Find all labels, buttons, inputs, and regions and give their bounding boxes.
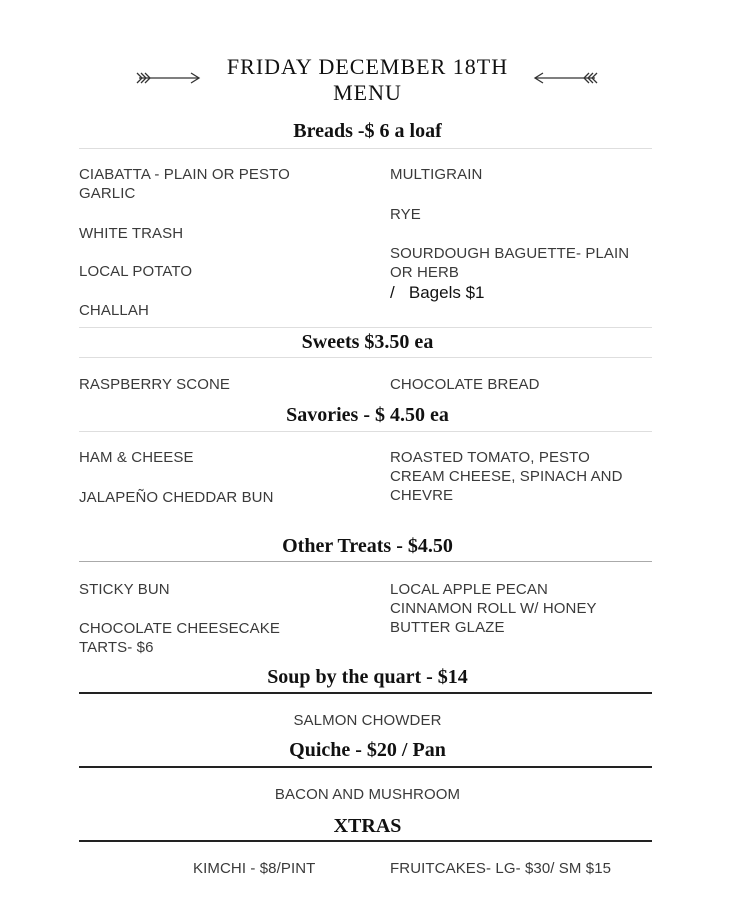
page-title: FRIDAY DECEMBER 18TH bbox=[226, 54, 509, 79]
list-item: CIABATTA - PLAIN OR PESTO GARLIC bbox=[79, 166, 290, 202]
list-item: JALAPEÑO CHEDDAR BUN bbox=[79, 489, 274, 506]
section-heading-breads: Breads -$ 6 a loaf bbox=[293, 120, 442, 142]
divider bbox=[79, 148, 652, 149]
list-item: MULTIGRAIN bbox=[390, 166, 483, 183]
divider bbox=[79, 766, 652, 768]
list-item: LOCAL APPLE PECAN CINNAMON ROLL W/ HONEY BUTTER GLAZE bbox=[390, 581, 597, 636]
section-heading-xtras: XTRAS bbox=[333, 815, 402, 837]
page-subtitle: MENU bbox=[333, 80, 402, 105]
divider bbox=[79, 357, 652, 358]
list-item: RYE bbox=[390, 206, 421, 223]
list-item: CHALLAH bbox=[79, 302, 149, 319]
list-item: RASPBERRY SCONE bbox=[79, 376, 230, 393]
divider bbox=[79, 561, 652, 562]
list-item: KIMCHI - $8/PINT bbox=[193, 860, 316, 877]
list-item: LOCAL POTATO bbox=[79, 263, 193, 280]
section-heading-savories: Savories - $ 4.50 ea bbox=[286, 404, 449, 426]
divider bbox=[79, 327, 652, 328]
list-item: CHOCOLATE BREAD bbox=[390, 376, 540, 393]
list-item: CHOCOLATE CHEESECAKE TARTS- $6 bbox=[79, 620, 280, 656]
list-item: HAM & CHEESE bbox=[79, 449, 194, 466]
divider bbox=[79, 431, 652, 432]
section-heading-soup: Soup by the quart - $14 bbox=[267, 666, 468, 688]
bagels-note: / Bagels $1 bbox=[390, 283, 485, 302]
list-item: SALMON CHOWDER bbox=[293, 712, 442, 729]
list-item: ROASTED TOMATO, PESTO CREAM CHEESE, SPINACH AND CHEVRE bbox=[390, 449, 623, 504]
section-heading-sweets: Sweets $3.50 ea bbox=[301, 331, 434, 353]
divider bbox=[79, 840, 652, 842]
list-item: SOURDOUGH BAGUETTE- PLAIN OR HERB bbox=[390, 245, 630, 281]
list-item: FRUITCAKES- LG- $30/ SM $15 bbox=[390, 860, 612, 877]
section-heading-quiche: Quiche - $20 / Pan bbox=[289, 739, 446, 761]
divider bbox=[79, 692, 652, 694]
section-heading-other-treats: Other Treats - $4.50 bbox=[282, 535, 453, 557]
list-item: STICKY BUN bbox=[79, 581, 170, 598]
list-item: WHITE TRASH bbox=[79, 225, 184, 242]
list-item: BACON AND MUSHROOM bbox=[274, 786, 461, 803]
